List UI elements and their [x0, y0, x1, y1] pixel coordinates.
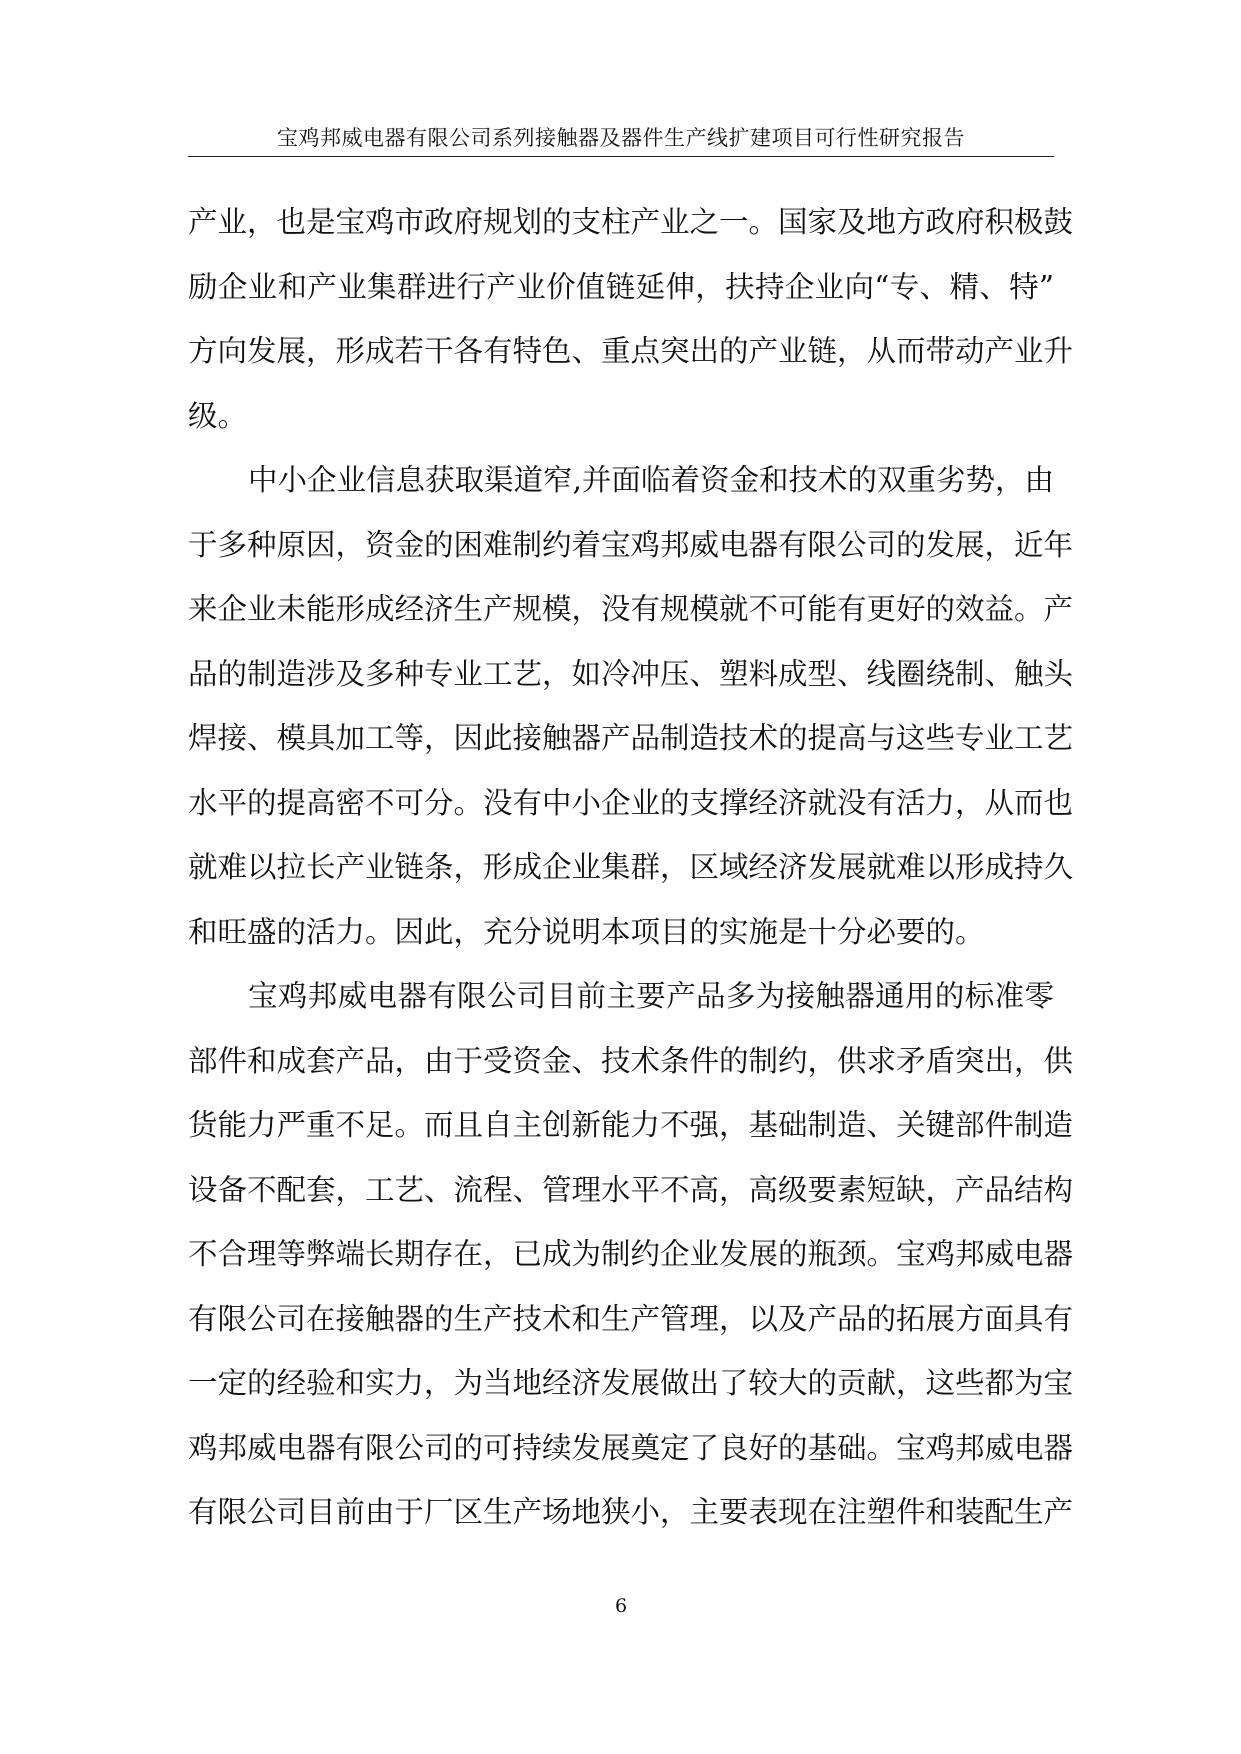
running-header: 宝鸡邦威电器有限公司系列接触器及器件生产线扩建项目可行性研究报告 — [277, 126, 965, 150]
text-line: 和旺盛的活力。因此，充分说明本项目的实施是十分必要的。 — [188, 914, 985, 949]
text-line: 就难以拉长产业链条，形成企业集群，区域经济发展就难以形成持久 — [188, 850, 1074, 884]
text-line: 有限公司目前由于厂区生产场地狭小，主要表现在注塑件和装配生产 — [188, 1495, 1074, 1529]
text-line: 品的制造涉及多种专业工艺，如冷冲压、塑料成型、线圈绕制、触头 — [188, 656, 1074, 691]
text-line: 来企业未能形成经济生产规模，没有规模就不可能有更好的效益。产 — [188, 592, 1074, 626]
text-line: 中小企业信息获取渠道窄,并面临着资金和技术的双重劣势，由 — [248, 463, 1054, 497]
body-text — [188, 190, 1074, 1545]
text-line: 不合理等弊端长期存在，已成为制约企业发展的瓶颈。宝鸡邦威电器 — [188, 1237, 1074, 1271]
text-line: 鸡邦威电器有限公司的可持续发展奠定了良好的基础。宝鸡邦威电器 — [188, 1430, 1074, 1465]
text-line: 水平的提高密不可分。没有中小企业的支撑经济就没有活力，从而也 — [188, 785, 1074, 820]
text-line: 焊接、模具加工等，因此接触器产品制造技术的提高与这些专业工艺 — [188, 721, 1074, 755]
text-line: 于多种原因，资金的困难制约着宝鸡邦威电器有限公司的发展，近年 — [188, 527, 1074, 562]
text-line: 级。 — [188, 398, 248, 433]
text-line: 宝鸡邦威电器有限公司目前主要产品多为接触器通用的标准零 — [248, 979, 1054, 1013]
text-line: 部件和成套产品，由于受资金、技术条件的制约，供求矛盾突出，供 — [188, 1043, 1074, 1078]
text-line: 一定的经验和实力，为当地经济发展做出了较大的贡献，这些都为宝 — [188, 1366, 1074, 1400]
page-number: 6 — [614, 1595, 628, 1617]
text-line: 设备不配套，工艺、流程、管理水平不高，高级要素短缺，产品结构 — [188, 1172, 1074, 1207]
text-line: 方向发展，形成若干各有特色、重点突出的产业链，从而带动产业升 — [188, 334, 1074, 368]
text-line: 货能力严重不足。而且自主创新能力不强，基础制造、关键部件制造 — [188, 1108, 1074, 1142]
text-line: 有限公司在接触器的生产技术和生产管理，以及产品的拓展方面具有 — [188, 1301, 1074, 1336]
text-line: 产业，也是宝鸡市政府规划的支柱产业之一。国家及地方政府积极鼓 — [188, 205, 1074, 239]
text-line: 励企业和产业集群进行产业价值链延伸，扶持企业向“专、精、特” — [188, 269, 1054, 304]
header-rule — [188, 156, 1054, 157]
